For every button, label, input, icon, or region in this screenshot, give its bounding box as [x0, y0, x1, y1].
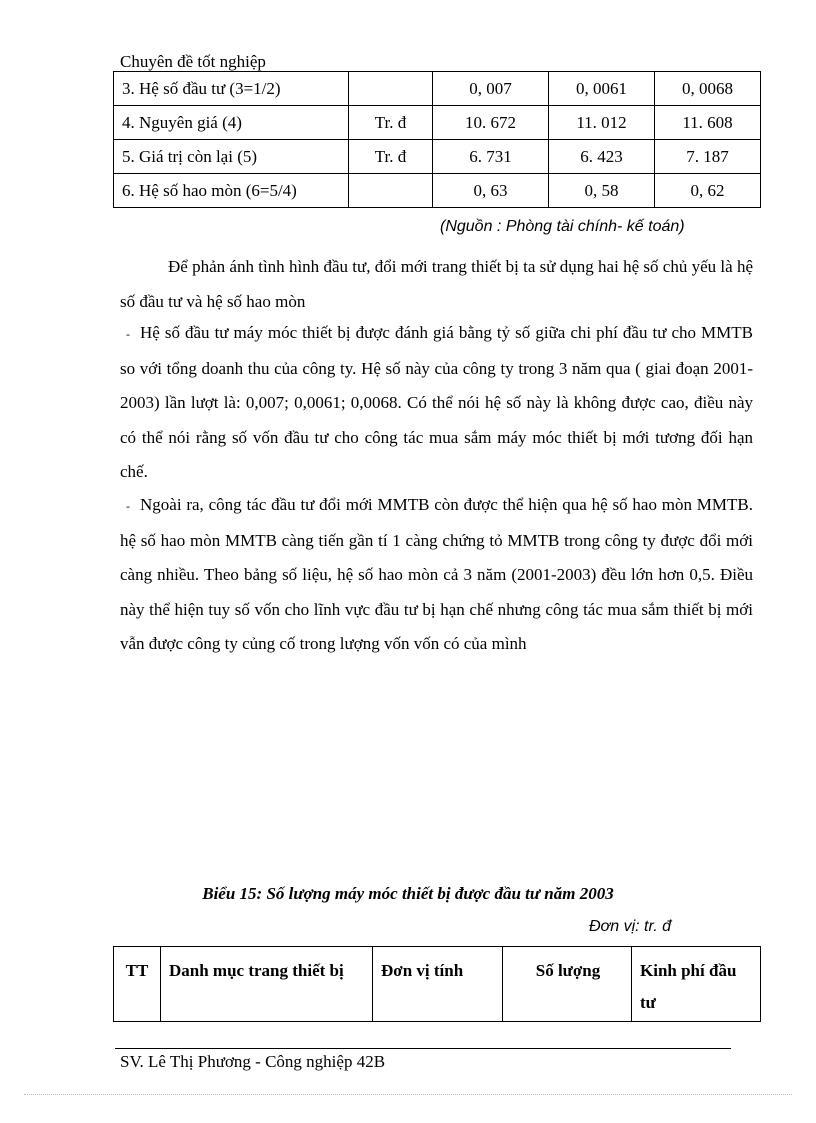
source-note: (Nguồn : Phòng tài chính- kế toán) — [440, 218, 685, 235]
table-cell: 7. 187 — [655, 140, 761, 174]
paragraph-text: Để phản ánh tình hình đầu tư, đổi mới trang thiết bị ta sử dụng hai hệ số chủ yếu là hệ số đầu tư và hệ số hao mòn — [120, 257, 753, 311]
table-cell: 0, 007 — [433, 72, 549, 106]
column-header-tt: TT — [114, 947, 161, 1022]
page-edge-divider — [24, 1094, 792, 1095]
paragraph-text: Hệ số đầu tư máy móc thiết bị được đánh giá bằng tỷ số giữa chi phí đầu tư cho MMTB so với tổng doanh thu của công ty. Hệ số này của công ty trong 3 năm qua ( giai đoạn 2001-2003) lần lượt là: 0,007; 0,0061; 0,0068. Có thể nói hệ số này là không được cao, điều này có thể nói rằng số vốn đầu tư cho công tác mua sắm máy móc thiết bị mới tương đối hạn chế. — [120, 323, 753, 481]
table-cell: 0, 0068 — [655, 72, 761, 106]
table-cell: 11. 012 — [549, 106, 655, 140]
table-cell: Tr. đ — [349, 106, 433, 140]
equipment-table — [113, 946, 761, 1022]
table-cell: 0, 62 — [655, 174, 761, 208]
intro-paragraph — [120, 250, 753, 319]
table-cell: 3. Hệ số đầu tư (3=1/2) — [114, 72, 349, 106]
table-cell: 4. Nguyên giá (4) — [114, 106, 349, 140]
column-header-unit: Đơn vị tính — [373, 947, 503, 1022]
bullet-dash: - — [126, 499, 130, 513]
table-cell: 5. Giá trị còn lại (5) — [114, 140, 349, 174]
page-footer: SV. Lê Thị Phương - Công nghiệp 42B — [120, 1052, 386, 1071]
table-cell: 6. 423 — [549, 140, 655, 174]
table-cell: 0, 0061 — [549, 72, 655, 106]
table-caption: Biểu 15: Số lượng máy móc thiết bị được đầu tư năm 2003 — [202, 884, 614, 903]
table-cell: 11. 608 — [655, 106, 761, 140]
table-row — [114, 174, 761, 208]
page-header: Chuyên đề tốt nghiệp — [120, 52, 266, 71]
unit-label: Đơn vị: tr. đ — [589, 918, 671, 935]
table-row — [114, 106, 761, 140]
depreciation-coefficient-paragraph — [120, 488, 753, 662]
paragraph-text: Ngoài ra, công tác đầu tư đổi mới MMTB còn được thể hiện qua hệ số hao mòn MMTB. hệ số hao mòn MMTB càng tiến gần tí 1 càng chứng tỏ MMTB trong công ty được đổi mới càng nhiều. Theo bảng số liệu, hệ số hao mòn cả 3 năm (2001-2003) đều lớn hơn 0,5. Điều này thể hiện tuy số vốn cho lĩnh vực đầu tư bị hạn chế nhưng công tác mua sắm thiết bị mới vẫn được công ty củng cố trong lượng vốn vốn có của mình — [120, 495, 753, 653]
coefficient-table — [113, 71, 761, 208]
table-cell — [349, 174, 433, 208]
column-header-quantity: Số lượng — [503, 947, 632, 1022]
table-row — [114, 140, 761, 174]
investment-coefficient-paragraph — [120, 316, 753, 490]
table-cell: 0, 58 — [549, 174, 655, 208]
table-cell: Tr. đ — [349, 140, 433, 174]
column-header-cost: Kinh phí đầu tư — [632, 947, 761, 1022]
table-cell: 10. 672 — [433, 106, 549, 140]
table-cell — [349, 72, 433, 106]
table-cell: 6. Hệ số hao mòn (6=5/4) — [114, 174, 349, 208]
table-cell: 0, 63 — [433, 174, 549, 208]
table-cell: 6. 731 — [433, 140, 549, 174]
column-header-category: Danh mục trang thiết bị — [161, 947, 373, 1022]
footer-divider — [115, 1048, 731, 1049]
table-row — [114, 72, 761, 106]
bullet-dash: - — [126, 327, 130, 341]
table-header-row — [114, 947, 761, 1022]
